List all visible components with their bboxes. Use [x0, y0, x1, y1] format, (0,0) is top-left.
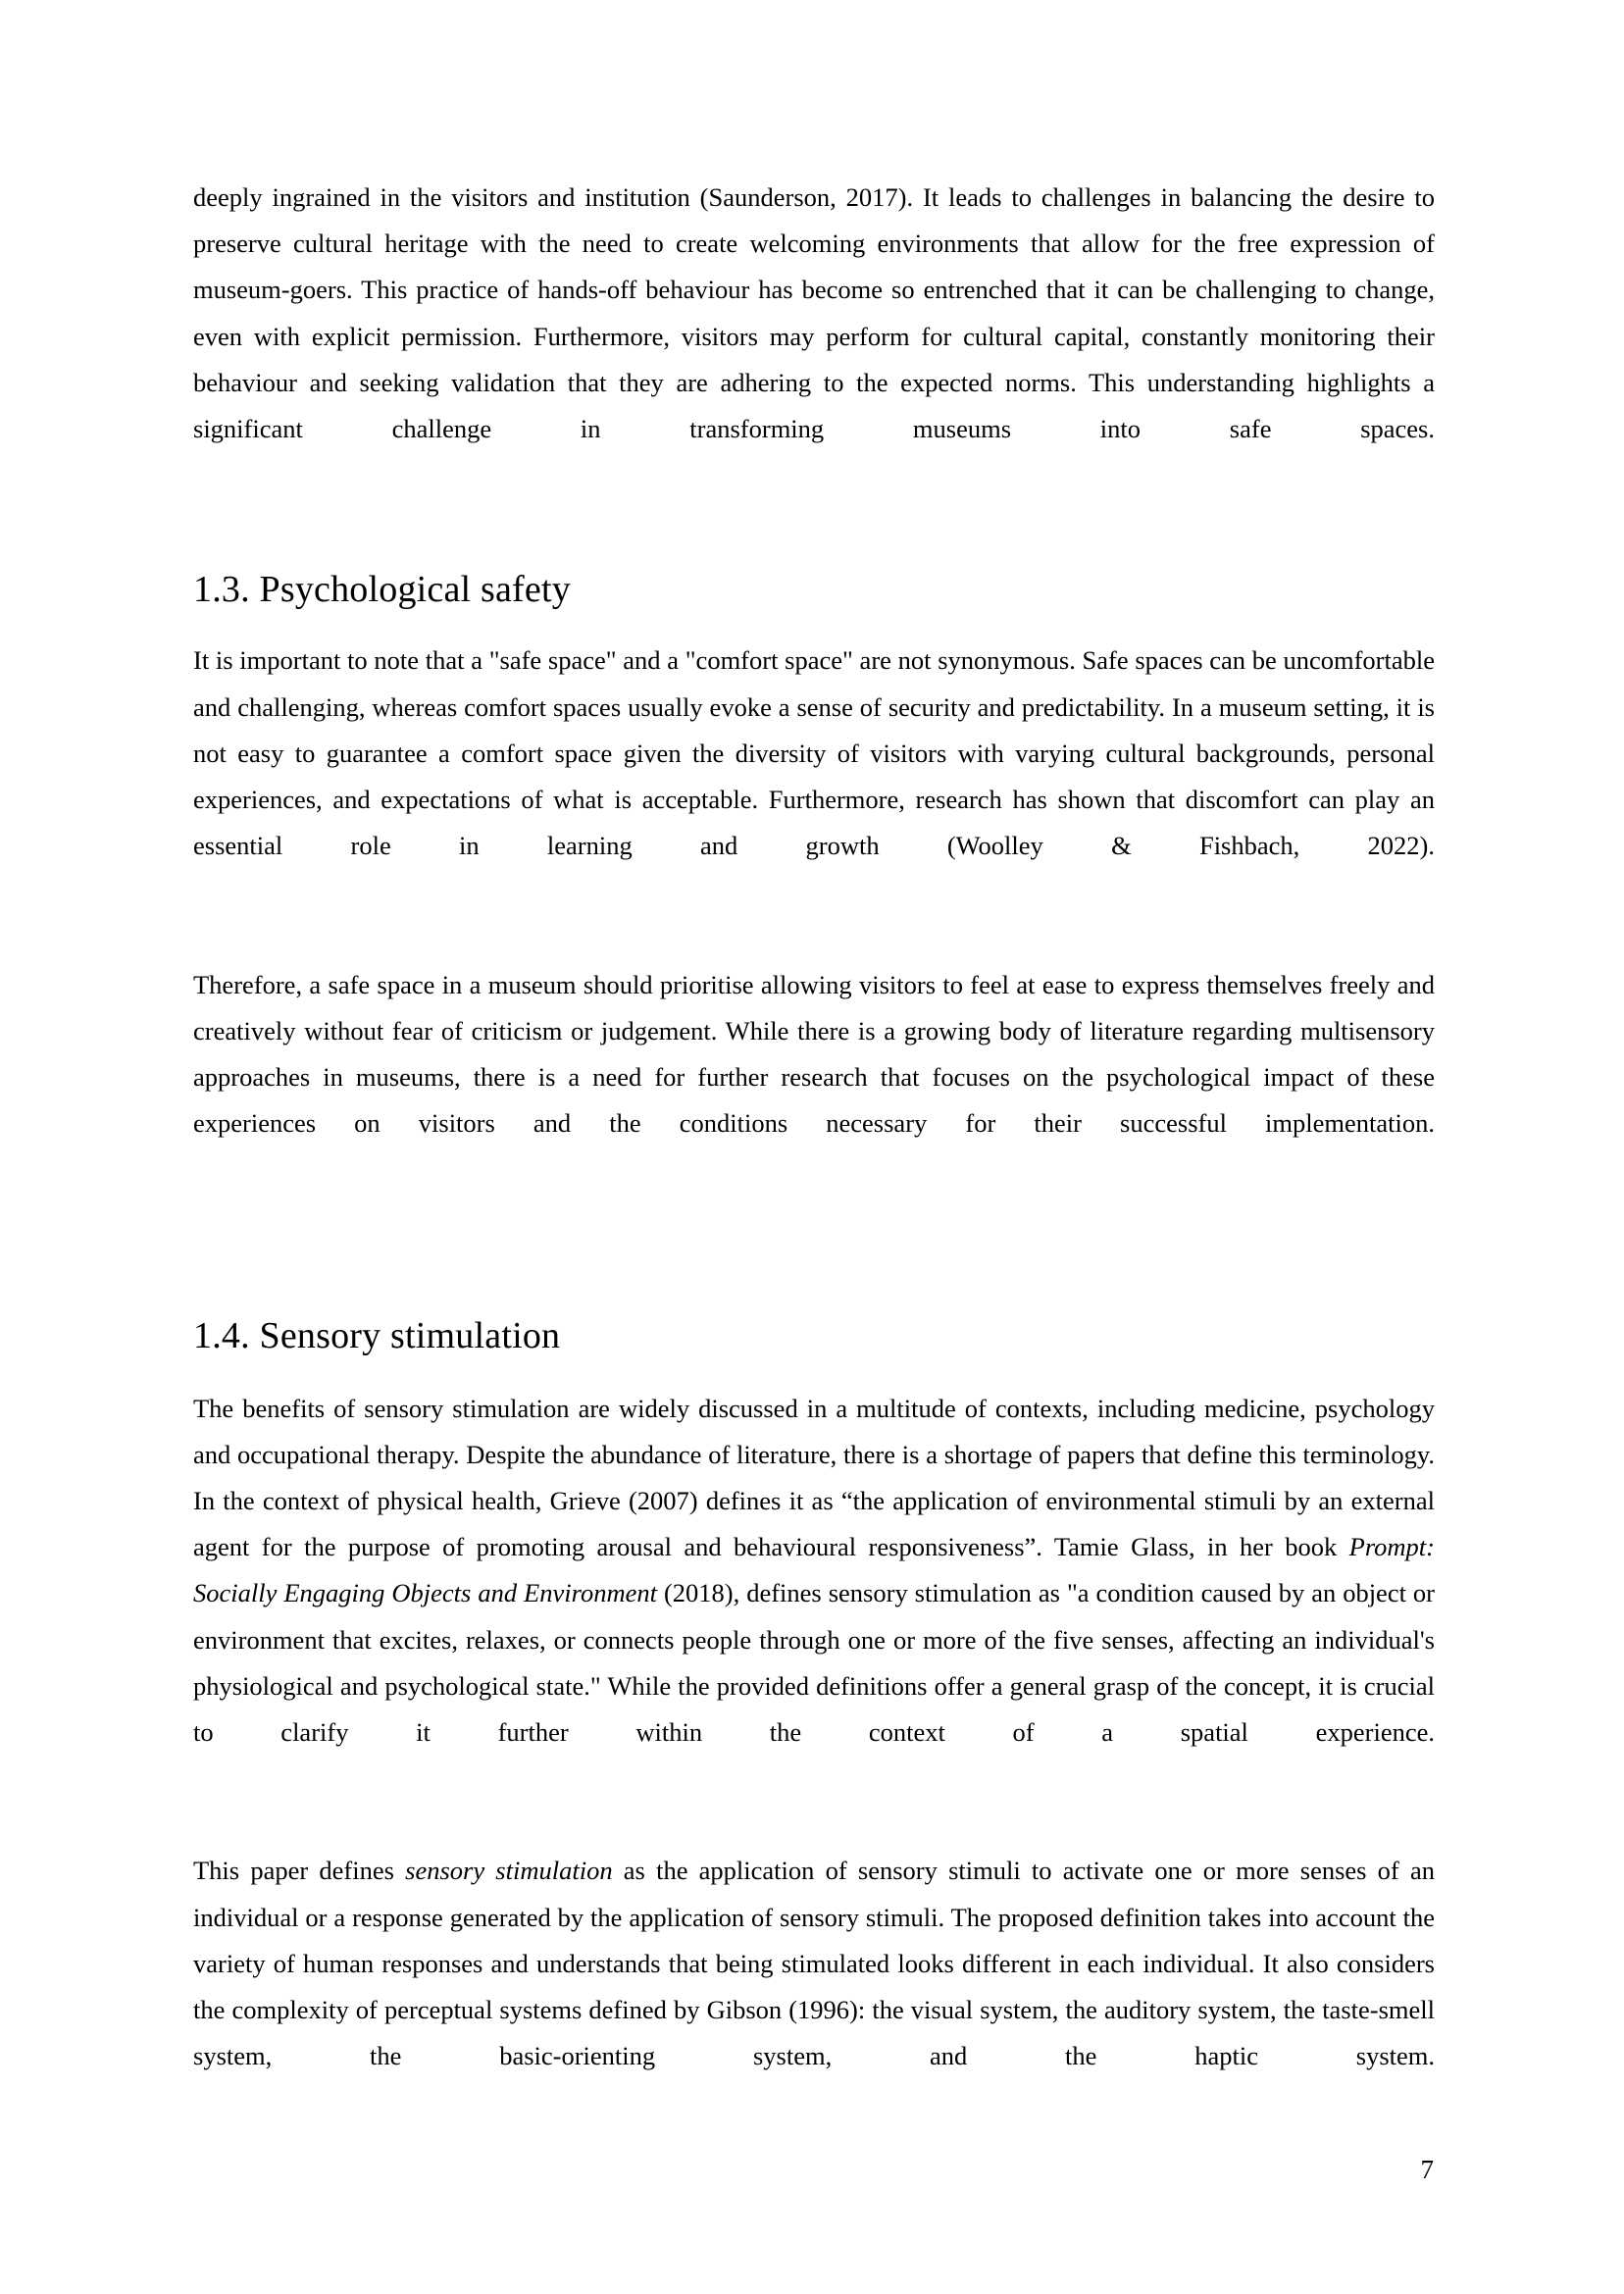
spacer-after-heading-1-3 [193, 612, 1435, 637]
spacer-after-heading-1-4 [193, 1358, 1435, 1386]
paragraph-run-plain-4: as the application of sensory stimuli to activate one or more senses of an individual or a response generated by the application of sensory stimuli. The proposed definition takes into account the variety of human responses and understands that being stimulated looks different in each individual. It also considers the complexity of perceptual systems defined by Gibson (1996): the visual system, the auditory system, the taste-smell system, the basic-orienting system, and the haptic system. [193, 1856, 1435, 2071]
page-content-column [193, 175, 1435, 2126]
heading-1-3: 1.3. Psychological safety [193, 569, 571, 611]
term-sensory-stimulation: sensory stimulation [405, 1856, 613, 1886]
paragraph-safe-vs-comfort-space: It is important to note that a "safe space" and a "comfort space" are not synonymous. Safe spaces can be uncomfortable and challenging, whereas comfort spaces usually evoke a sense of security and predictability. In a museum setting, it is not easy to guarantee a comfort space given the diversity of visitors with varying cultural backgrounds, personal experiences, and expectations of what is acceptable. Furthermore, research has shown that discomfort can play an essential role in learning and growth (Woolley & Fishbach, 2022). [193, 645, 1435, 861]
spacer-before-heading-1-3 [193, 498, 1435, 567]
spacer-before-heading-1-4 [193, 1194, 1435, 1313]
paragraph-run-plain-2: (2018), defines sensory stimulation as "a condition caused by an object or environment that excites, relaxes, or connects people through one or more of the five senses, affecting an individual's physiological and psychological state." While the provided definitions offer a general grasp of the concept, it is crucial to clarify it further within the context of a spatial experience. [193, 1578, 1436, 1748]
heading-1-4: 1.4. Sensory stimulation [193, 1314, 561, 1356]
page-number: 7 [1420, 2155, 1434, 2184]
book-title-prompt: Prompt: Socially Engaging Objects and Environment [193, 1532, 1435, 1608]
paragraph-therefore-safe-space: Therefore, a safe space in a museum should prioritise allowing visitors to feel at ease to express themselves freely and creatively without fear of criticism or judgement. While there is a growing body of literature regarding multisensory approaches in museums, there is a need for further research that focuses on the psychological impact of these experiences on visitors and the conditions necessary for their successful implementation. [193, 969, 1435, 1139]
paragraph-spacer-2 [193, 1802, 1435, 1848]
paragraph-continued-hands-off: deeply ingrained in the visitors and institution (Saunderson, 2017). It leads to challenges in balancing the desire to preserve cultural heritage with the need to create welcoming environments that allow for the free expression of museum-goers. This practice of hands-off behaviour has become so entrenched that it can be challenging to change, even with explicit permission. Furthermore, visitors may perform for cultural capital, constantly monitoring their behaviour and seeking validation that they are adhering to the expected norms. This understanding highlights a significant challenge in transforming museums into safe spaces. [193, 182, 1435, 444]
paragraph-run-plain-1: The benefits of sensory stimulation are widely discussed in a multitude of contexts, including medicine, psychology and occupational therapy. Despite the abundance of literature, there is a shortage of papers that define this terminology. In the context of physical health, Grieve (2007) defines it as “the application of environmental stimuli by an external agent for the purpose of promoting arousal and behavioural responsiveness”. Tamie Glass, in her book [193, 1393, 1435, 1562]
paragraph-spacer-1 [193, 916, 1435, 962]
paragraph-run-plain-3: This paper defines [193, 1856, 406, 1886]
paragraph-this-paper-defines [193, 1848, 1435, 2125]
paragraph-benefits-of-sensory-stimulation [193, 1386, 1435, 1803]
